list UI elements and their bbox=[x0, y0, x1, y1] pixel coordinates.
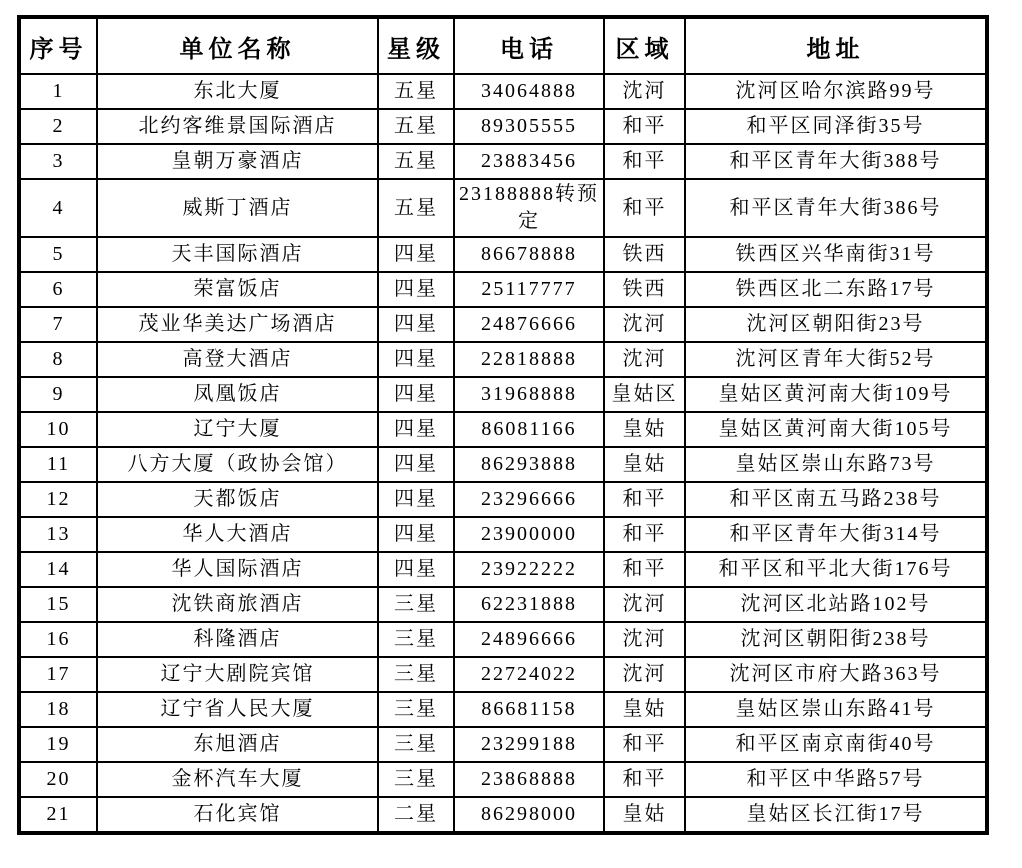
table-row bbox=[19, 482, 987, 517]
cell-index: 16 bbox=[19, 622, 97, 657]
table-row bbox=[19, 109, 987, 144]
cell-name: 石化宾馆 bbox=[97, 797, 378, 833]
table-body bbox=[19, 74, 987, 833]
cell-star: 四星 bbox=[378, 447, 454, 482]
cell-star: 五星 bbox=[378, 179, 454, 237]
cell-district: 皇姑区 bbox=[604, 377, 685, 412]
cell-phone: 86081166 bbox=[454, 412, 604, 447]
cell-address: 沈河区青年大街52号 bbox=[685, 342, 987, 377]
cell-name: 北约客维景国际酒店 bbox=[97, 109, 378, 144]
column-header-star: 星级 bbox=[378, 17, 454, 74]
cell-star: 四星 bbox=[378, 517, 454, 552]
cell-address: 和平区和平北大街176号 bbox=[685, 552, 987, 587]
cell-district: 和平 bbox=[604, 517, 685, 552]
cell-name: 科隆酒店 bbox=[97, 622, 378, 657]
column-header-address: 地址 bbox=[685, 17, 987, 74]
cell-index: 4 bbox=[19, 179, 97, 237]
cell-district: 和平 bbox=[604, 552, 685, 587]
cell-phone: 62231888 bbox=[454, 587, 604, 622]
cell-phone: 86681158 bbox=[454, 692, 604, 727]
cell-index: 13 bbox=[19, 517, 97, 552]
cell-star: 四星 bbox=[378, 552, 454, 587]
cell-address: 皇姑区崇山东路41号 bbox=[685, 692, 987, 727]
table-row bbox=[19, 179, 987, 237]
cell-address: 铁西区北二东路17号 bbox=[685, 272, 987, 307]
table-row bbox=[19, 237, 987, 272]
column-header-phone: 电话 bbox=[454, 17, 604, 74]
table-row bbox=[19, 447, 987, 482]
cell-name: 凤凰饭店 bbox=[97, 377, 378, 412]
cell-district: 铁西 bbox=[604, 272, 685, 307]
cell-name: 荣富饭店 bbox=[97, 272, 378, 307]
table-row bbox=[19, 692, 987, 727]
cell-name: 八方大厦（政协会馆） bbox=[97, 447, 378, 482]
cell-district: 和平 bbox=[604, 144, 685, 179]
cell-name: 辽宁大厦 bbox=[97, 412, 378, 447]
table-row bbox=[19, 412, 987, 447]
cell-name: 茂业华美达广场酒店 bbox=[97, 307, 378, 342]
cell-address: 和平区中华路57号 bbox=[685, 762, 987, 797]
cell-address: 铁西区兴华南街31号 bbox=[685, 237, 987, 272]
cell-index: 17 bbox=[19, 657, 97, 692]
cell-star: 三星 bbox=[378, 727, 454, 762]
table-row bbox=[19, 377, 987, 412]
cell-star: 五星 bbox=[378, 109, 454, 144]
cell-district: 皇姑 bbox=[604, 692, 685, 727]
cell-phone: 24896666 bbox=[454, 622, 604, 657]
cell-index: 5 bbox=[19, 237, 97, 272]
table-row bbox=[19, 622, 987, 657]
cell-index: 20 bbox=[19, 762, 97, 797]
cell-address: 皇姑区崇山东路73号 bbox=[685, 447, 987, 482]
cell-index: 9 bbox=[19, 377, 97, 412]
cell-phone: 22724022 bbox=[454, 657, 604, 692]
cell-phone: 23299188 bbox=[454, 727, 604, 762]
cell-address: 皇姑区黄河南大街109号 bbox=[685, 377, 987, 412]
cell-district: 和平 bbox=[604, 482, 685, 517]
cell-district: 和平 bbox=[604, 179, 685, 237]
table-row bbox=[19, 762, 987, 797]
cell-phone: 34064888 bbox=[454, 74, 604, 109]
cell-phone: 24876666 bbox=[454, 307, 604, 342]
cell-star: 五星 bbox=[378, 144, 454, 179]
cell-name: 辽宁大剧院宾馆 bbox=[97, 657, 378, 692]
cell-index: 15 bbox=[19, 587, 97, 622]
cell-district: 和平 bbox=[604, 727, 685, 762]
table-row bbox=[19, 587, 987, 622]
cell-name: 高登大酒店 bbox=[97, 342, 378, 377]
cell-index: 21 bbox=[19, 797, 97, 833]
cell-phone: 86293888 bbox=[454, 447, 604, 482]
cell-address: 沈河区哈尔滨路99号 bbox=[685, 74, 987, 109]
cell-district: 沈河 bbox=[604, 657, 685, 692]
cell-phone: 23296666 bbox=[454, 482, 604, 517]
cell-index: 11 bbox=[19, 447, 97, 482]
cell-address: 和平区青年大街314号 bbox=[685, 517, 987, 552]
cell-name: 华人大酒店 bbox=[97, 517, 378, 552]
cell-index: 6 bbox=[19, 272, 97, 307]
cell-index: 14 bbox=[19, 552, 97, 587]
cell-index: 10 bbox=[19, 412, 97, 447]
cell-district: 和平 bbox=[604, 762, 685, 797]
cell-name: 东旭酒店 bbox=[97, 727, 378, 762]
cell-phone: 23883456 bbox=[454, 144, 604, 179]
cell-index: 2 bbox=[19, 109, 97, 144]
cell-district: 沈河 bbox=[604, 342, 685, 377]
cell-phone: 25117777 bbox=[454, 272, 604, 307]
cell-district: 和平 bbox=[604, 109, 685, 144]
cell-star: 二星 bbox=[378, 797, 454, 833]
table-row bbox=[19, 144, 987, 179]
cell-index: 7 bbox=[19, 307, 97, 342]
cell-address: 皇姑区黄河南大街105号 bbox=[685, 412, 987, 447]
cell-phone: 86678888 bbox=[454, 237, 604, 272]
cell-star: 四星 bbox=[378, 482, 454, 517]
cell-star: 四星 bbox=[378, 307, 454, 342]
cell-phone: 23868888 bbox=[454, 762, 604, 797]
table-row bbox=[19, 272, 987, 307]
cell-district: 沈河 bbox=[604, 622, 685, 657]
cell-star: 四星 bbox=[378, 412, 454, 447]
cell-star: 五星 bbox=[378, 74, 454, 109]
cell-phone: 89305555 bbox=[454, 109, 604, 144]
cell-phone: 23922222 bbox=[454, 552, 604, 587]
column-header-name: 单位名称 bbox=[97, 17, 378, 74]
cell-star: 三星 bbox=[378, 692, 454, 727]
cell-star: 四星 bbox=[378, 237, 454, 272]
cell-phone: 22818888 bbox=[454, 342, 604, 377]
column-header-index: 序号 bbox=[19, 17, 97, 74]
cell-name: 东北大厦 bbox=[97, 74, 378, 109]
cell-index: 8 bbox=[19, 342, 97, 377]
cell-address: 皇姑区长江街17号 bbox=[685, 797, 987, 833]
cell-district: 铁西 bbox=[604, 237, 685, 272]
cell-star: 三星 bbox=[378, 657, 454, 692]
cell-index: 3 bbox=[19, 144, 97, 179]
cell-star: 三星 bbox=[378, 587, 454, 622]
table-row bbox=[19, 727, 987, 762]
table-row bbox=[19, 797, 987, 833]
cell-district: 皇姑 bbox=[604, 412, 685, 447]
cell-star: 四星 bbox=[378, 377, 454, 412]
cell-address: 和平区青年大街386号 bbox=[685, 179, 987, 237]
column-header-district: 区域 bbox=[604, 17, 685, 74]
cell-name: 华人国际酒店 bbox=[97, 552, 378, 587]
cell-phone: 23900000 bbox=[454, 517, 604, 552]
cell-phone: 23188888转预定 bbox=[454, 179, 604, 237]
cell-address: 沈河区朝阳街238号 bbox=[685, 622, 987, 657]
cell-district: 皇姑 bbox=[604, 447, 685, 482]
table-row bbox=[19, 657, 987, 692]
table-row bbox=[19, 342, 987, 377]
table-row bbox=[19, 307, 987, 342]
cell-name: 天都饭店 bbox=[97, 482, 378, 517]
cell-address: 沈河区北站路102号 bbox=[685, 587, 987, 622]
cell-phone: 31968888 bbox=[454, 377, 604, 412]
cell-address: 和平区同泽街35号 bbox=[685, 109, 987, 144]
cell-index: 19 bbox=[19, 727, 97, 762]
cell-district: 沈河 bbox=[604, 587, 685, 622]
cell-address: 和平区南京南街40号 bbox=[685, 727, 987, 762]
cell-index: 1 bbox=[19, 74, 97, 109]
cell-name: 金杯汽车大厦 bbox=[97, 762, 378, 797]
cell-index: 18 bbox=[19, 692, 97, 727]
table-row bbox=[19, 517, 987, 552]
cell-star: 三星 bbox=[378, 762, 454, 797]
cell-phone: 86298000 bbox=[454, 797, 604, 833]
cell-address: 和平区青年大街388号 bbox=[685, 144, 987, 179]
cell-district: 皇姑 bbox=[604, 797, 685, 833]
hotel-star-rating-table bbox=[17, 15, 989, 835]
cell-district: 沈河 bbox=[604, 74, 685, 109]
cell-star: 四星 bbox=[378, 342, 454, 377]
cell-district: 沈河 bbox=[604, 307, 685, 342]
cell-name: 沈铁商旅酒店 bbox=[97, 587, 378, 622]
table-head bbox=[19, 17, 987, 74]
table-header-row bbox=[19, 17, 987, 74]
cell-address: 沈河区市府大路363号 bbox=[685, 657, 987, 692]
table-row bbox=[19, 552, 987, 587]
cell-name: 威斯丁酒店 bbox=[97, 179, 378, 237]
table-row bbox=[19, 74, 987, 109]
cell-star: 三星 bbox=[378, 622, 454, 657]
cell-index: 12 bbox=[19, 482, 97, 517]
cell-name: 辽宁省人民大厦 bbox=[97, 692, 378, 727]
cell-address: 和平区南五马路238号 bbox=[685, 482, 987, 517]
cell-star: 四星 bbox=[378, 272, 454, 307]
cell-name: 皇朝万豪酒店 bbox=[97, 144, 378, 179]
cell-address: 沈河区朝阳街23号 bbox=[685, 307, 987, 342]
cell-name: 天丰国际酒店 bbox=[97, 237, 378, 272]
